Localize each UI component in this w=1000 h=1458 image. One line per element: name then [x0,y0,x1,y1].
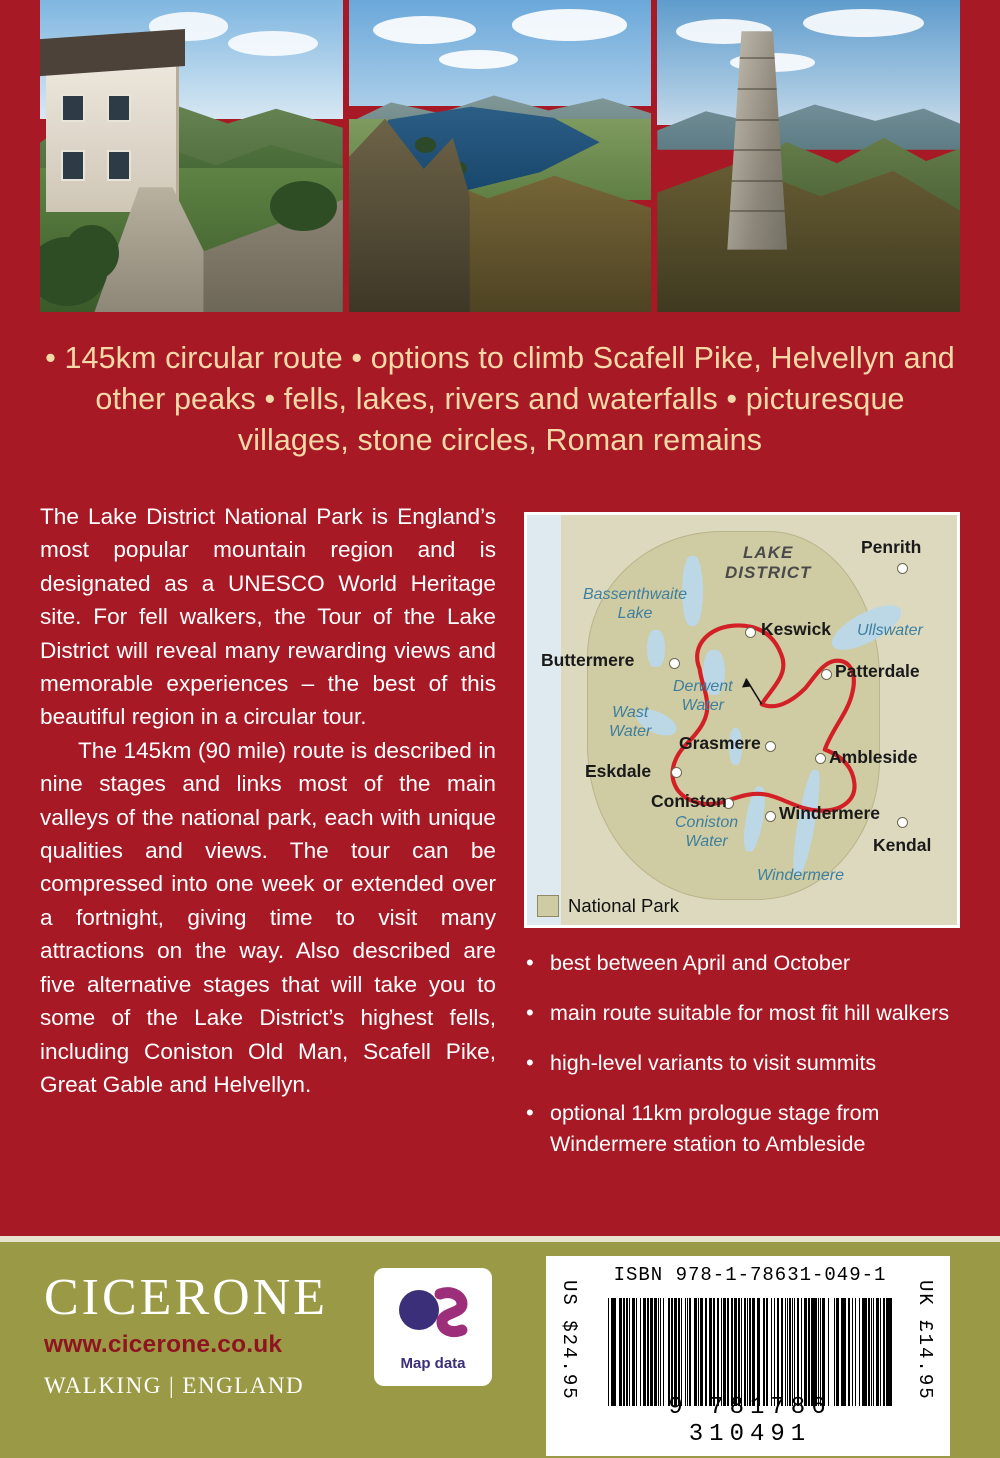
photo-summit-cairn [657,0,960,312]
os-logo-icon [374,1268,492,1358]
map-label-windermere: Windermere [779,803,880,823]
map-label-bassenthwaite: Bassenthwaite Lake [583,586,688,622]
map-label-conistonwater: Coniston Water [675,814,739,850]
map-label-grasmere: Grasmere [679,733,761,753]
map-label-derwentwater: Derwent Water [673,678,733,714]
os-map-data-badge [374,1268,492,1386]
description-text [40,500,496,1101]
headline-bullets: • 145km circular route • options to climb Scafell Pike, Helvellyn and other peaks • fells, lakes, rivers and waterfalls • picturesque villages, stone circles, Roman remains [45,341,955,457]
map-dot-kendal [897,817,908,828]
map-label-eskdale: Eskdale [585,761,652,781]
publisher-name: CICERONE [44,1269,328,1326]
photo-strip [0,0,1000,322]
map-dot-eskdale [671,767,682,778]
barcode-bars [608,1298,894,1406]
map-label-kendal: Kendal [873,835,932,855]
map-dot-windermere [765,811,776,822]
map-label-ambleside: Ambleside [829,747,918,767]
footer-bar [0,1236,1000,1458]
map-legend [537,895,679,917]
category-label: WALKING | ENGLAND [44,1373,305,1398]
description-paragraph-1: The Lake District National Park is England’s most popular mountain region and is designated as a UNESCO World Heritage site. For fell walkers, the Tour of the Lake District will reveal many rewarding views and memorable experiences – the best of this beautiful region in a circular tour. [40,504,496,730]
map-dot-patterdale [821,669,832,680]
list-item: • main route suitable for most fit hill walkers [524,998,964,1029]
photo-cottage-lane [40,0,343,312]
map-label-buttermere: Buttermere [541,650,635,670]
route-map [524,512,960,928]
barcode-number: 9 781786 310491 [668,1394,832,1448]
os-badge-label: Map data [400,1355,466,1372]
list-item: • optional 11km prologue stage from Windermere station to Ambleside [524,1098,964,1160]
map-legend-label: National Park [568,895,680,916]
map-dot-keswick [745,627,756,638]
publisher-brand [44,1268,328,1399]
map-dot-penrith [897,563,908,574]
map-dot-ambleside [815,753,826,764]
price-uk: UK £14.95 [914,1280,936,1401]
map-lake-small-1 [647,630,664,667]
map-legend-swatch [537,895,559,917]
map-dot-buttermere [669,658,680,669]
map-label-wastwater: Wast Water [609,704,652,740]
map-label-coniston: Coniston [651,791,727,811]
map-label-keswick: Keswick [761,619,832,639]
map-dot-grasmere [765,741,776,752]
list-item: • best between April and October [524,948,964,979]
map-label-ullswater: Ullswater [857,622,923,639]
map-region-label: LAKE DISTRICT [725,543,812,582]
feature-list [524,948,964,1179]
isbn-text: ISBN 978-1-78631-049-1 [613,1264,887,1286]
map-label-penrith: Penrith [861,537,922,557]
barcode-block [546,1256,950,1456]
list-item: • high-level variants to visit summits [524,1048,964,1079]
price-us: US $24.95 [558,1280,580,1401]
photo-lake-view [349,0,652,312]
map-label-windermere-lake: Windermere [757,867,844,884]
map-label-patterdale: Patterdale [835,661,920,681]
description-paragraph-2: The 145km (90 mile) route is described in nine stages and links most of the main valleys of the national park, each with unique qualities and views. The tour can be compressed into one week or extended over a fortnight, giving time to visit many attractions on the way. Also described are five alternative stages that will take you to some of the Lake District’s highest fells, including Coniston Old Man, Scafell Pike, Great Gable and Helvellyn. [40,737,496,1097]
publisher-url[interactable]: www.cicerone.co.uk [44,1331,283,1358]
